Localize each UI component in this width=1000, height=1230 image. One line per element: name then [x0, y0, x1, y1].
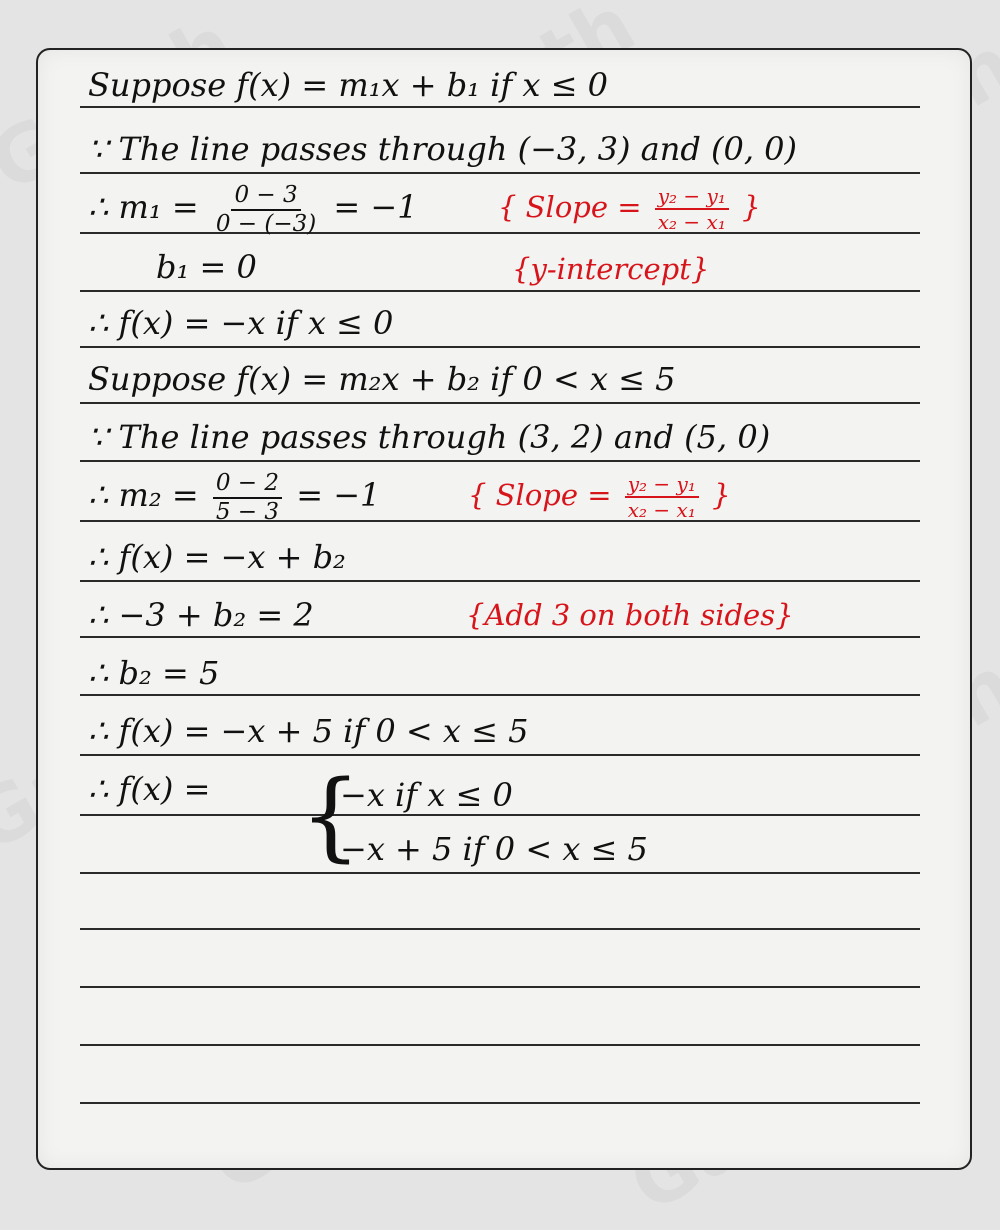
m2-fraction: [213, 469, 282, 525]
m1-fraction: [213, 181, 319, 237]
piecewise-label: ∴ f(x) =: [88, 770, 211, 808]
ruled-line: [80, 986, 920, 988]
line-b1: b₁ = 0: [156, 248, 257, 286]
line-f-second-piece: ∴ f(x) = −x + 5 if 0 < x ≤ 5: [88, 712, 529, 750]
slope-numerator: y₂ − y₁: [655, 186, 729, 210]
ruled-line: [80, 520, 920, 522]
line-suppose-2: Suppose f(x) = m₂x + b₂ if 0 < x ≤ 5: [88, 360, 676, 398]
slope-formula-note-2: [468, 470, 731, 520]
piecewise-case-2: −x + 5 if 0 < x ≤ 5: [340, 830, 648, 868]
piecewise-case-1: −x if x ≤ 0: [340, 776, 513, 814]
line-passes-through-1: ∵ The line passes through (−3, 3) and (0, 0): [88, 130, 798, 168]
ruled-line: [80, 232, 920, 234]
m1-label: ∴ m₁ =: [88, 188, 199, 226]
line-slope-m1: [88, 181, 418, 237]
m1-denominator: 0 − (−3): [215, 210, 317, 237]
m1-result: = −1: [333, 188, 418, 226]
brace-close: }: [712, 478, 731, 512]
brace-open: {: [468, 478, 487, 512]
brace-close: }: [742, 190, 761, 224]
m2-result: = −1: [296, 476, 381, 514]
ruled-line: [80, 1044, 920, 1046]
slope-numerator: y₂ − y₁: [625, 474, 699, 498]
m2-numerator: 0 − 2: [213, 472, 282, 499]
add-three-label: Add 3 on both sides: [484, 598, 776, 632]
slope-label: Slope =: [525, 190, 642, 224]
m2-denominator: 5 − 3: [215, 498, 280, 525]
add-three-note: {Add 3 on both sides}: [466, 598, 794, 632]
slope-denominator: x₂ − x₁: [657, 210, 726, 234]
ruled-line: [80, 1102, 920, 1104]
m2-label: ∴ m₂ =: [88, 476, 199, 514]
slope-formula-note-1: [498, 182, 761, 232]
slope-fraction: [655, 186, 729, 232]
y-intercept-note: {y-intercept}: [512, 252, 710, 286]
brace-open: {: [498, 190, 517, 224]
line-solve-b2: ∴ −3 + b₂ = 2: [88, 596, 314, 634]
slope-label: Slope =: [495, 478, 612, 512]
line-f-first-piece: ∴ f(x) = −x if x ≤ 0: [88, 304, 394, 342]
y-intercept-label: y-intercept: [530, 252, 691, 286]
line-b2-value: ∴ b₂ = 5: [88, 654, 220, 692]
slope-denominator: x₂ − x₁: [627, 498, 696, 522]
slope-fraction: [625, 474, 699, 520]
ruled-line: [80, 814, 920, 816]
ruled-line: [80, 872, 920, 874]
line-slope-m2: [88, 469, 381, 525]
line-passes-through-2: ∵ The line passes through (3, 2) and (5, 0): [88, 418, 771, 456]
line-f-with-b2: ∴ f(x) = −x + b₂: [88, 538, 346, 576]
piecewise-brace: {: [300, 760, 362, 872]
ruled-line: [80, 928, 920, 930]
m1-numerator: 0 − 3: [231, 184, 300, 211]
line-suppose-1: Suppose f(x) = m₁x + b₁ if x ≤ 0: [88, 66, 608, 104]
